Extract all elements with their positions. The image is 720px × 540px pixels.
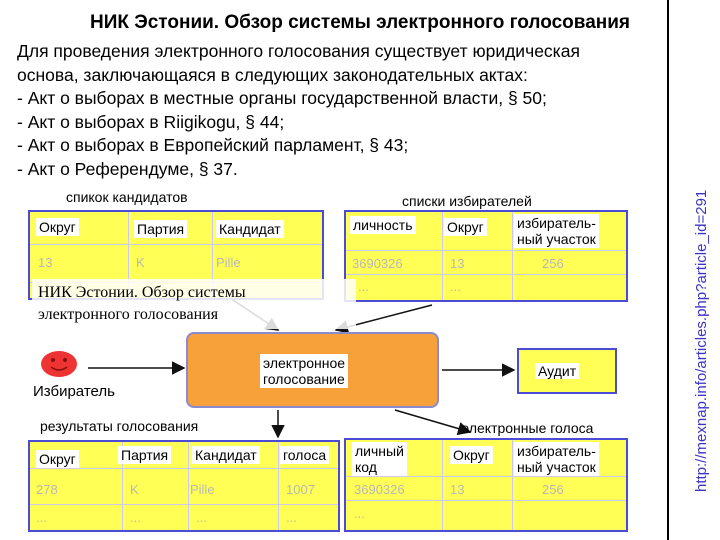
- body-line: - Акт о выборах в местные органы государственной власти, § 50;: [17, 88, 547, 108]
- e-voting-box: [186, 332, 439, 408]
- page-title: НИК Эстонии. Обзор системы электронного голосования: [89, 12, 631, 33]
- body-line: Для проведения электронного голосования существует юридическая: [17, 41, 580, 61]
- col-header-candidate: Кандидат: [192, 446, 260, 464]
- table-cell: 13: [38, 255, 53, 270]
- arrow-center-to-evotes: [395, 410, 470, 432]
- audit-label: Аудит: [535, 363, 579, 379]
- col-header-votes: голоса: [280, 446, 329, 464]
- col-header-district: Округ: [36, 450, 79, 468]
- table-cell: 3690326: [354, 482, 405, 497]
- table-cell: 3690326: [352, 256, 403, 271]
- table-cell: ...: [358, 279, 369, 294]
- col-header-party: Партия: [134, 220, 187, 238]
- body-line: основа, заключающаяся в следующих законодательных актах:: [17, 64, 528, 85]
- table-cell: ...: [450, 279, 461, 294]
- evotes-table: [344, 438, 628, 532]
- body-line: - Акт о Референдуме, § 37.: [17, 158, 238, 179]
- voters-table: [344, 210, 628, 302]
- table-cell: 256: [542, 482, 564, 497]
- table-cell: ...: [130, 510, 141, 525]
- table-cell: ...: [196, 510, 207, 525]
- e-voting-label: электронное голосование: [260, 354, 348, 388]
- col-header-district: Округ: [444, 218, 487, 236]
- table-cell: K: [130, 482, 139, 497]
- table-cell: ...: [354, 506, 365, 521]
- col-header-personal-code: личный код: [352, 442, 407, 476]
- col-header-precinct: избиратель- ный участок: [514, 214, 599, 248]
- table-cell: ...: [286, 510, 297, 525]
- table-cell: ...: [36, 510, 47, 525]
- col-header-district: Округ: [36, 218, 79, 236]
- col-header-district: Округ: [450, 446, 493, 464]
- voter-icon: [40, 350, 78, 380]
- table-cell: Pille: [190, 482, 215, 497]
- col-header-precinct: избиратель- ный участок: [514, 442, 599, 476]
- col-header-identity: личность: [350, 216, 416, 234]
- voter-label: Избиратель: [33, 383, 115, 400]
- col-header-party: Партия: [118, 446, 171, 464]
- overlay-title: НИК Эстонии. Обзор системы электронного голосования: [32, 279, 356, 329]
- vertical-url-strip: [667, 0, 720, 540]
- vertical-url[interactable]: http://mexnap.info/articles.php?article_id=291: [693, 189, 710, 492]
- results-table: [28, 440, 340, 532]
- table-cell: 1007: [286, 482, 315, 497]
- results-caption: результаты голосования: [40, 418, 199, 434]
- evotes-caption: электронные голоса: [462, 420, 594, 436]
- table-cell: 256: [542, 256, 564, 271]
- table-cell: K: [136, 255, 145, 270]
- table-cell: 13: [450, 482, 465, 497]
- body-line: - Акт о выборах в Riigikogu, § 44;: [17, 111, 285, 132]
- candidates-caption: спикок кандидатов: [66, 189, 188, 205]
- table-cell: 278: [36, 482, 58, 497]
- body-line: - Акт о выборах в Европейский парламент, § 43;: [17, 135, 409, 155]
- audit-box: [517, 348, 617, 394]
- table-cell: Pille: [216, 255, 241, 270]
- voters-caption: списки избирателей: [402, 193, 532, 209]
- col-header-candidate: Кандидат: [216, 220, 284, 238]
- table-cell: 13: [450, 256, 465, 271]
